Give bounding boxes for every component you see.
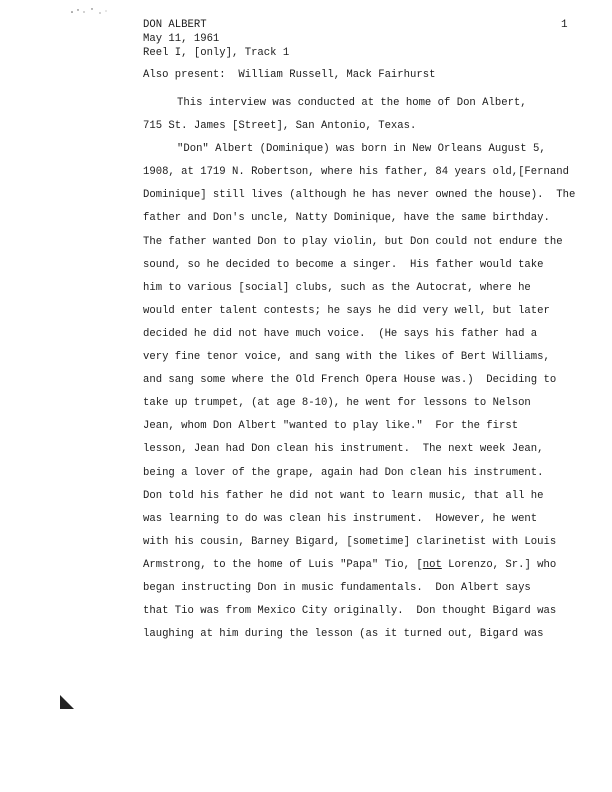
body-line-tail: Lorenzo, Sr.] who bbox=[441, 558, 557, 571]
body-line: father and Don's uncle, Natty Dominique, have the same birthday. bbox=[143, 212, 550, 225]
scan-specks bbox=[70, 6, 110, 18]
body-line: This interview was conducted at the home of Don Albert, bbox=[177, 97, 527, 109]
interview-date: May 11, 1961 bbox=[143, 33, 220, 45]
body-line: him to various [social] clubs, such as the Autocrat, where he bbox=[143, 281, 531, 294]
body-line: "Don" Albert (Dominique) was born in New Orleans August 5, bbox=[177, 143, 546, 156]
reel-track: Reel I, [only], Track 1 bbox=[143, 47, 290, 59]
body-line: began instructing Don in music fundamentals. Don Albert says bbox=[143, 581, 531, 594]
body-line: with his cousin, Barney Bigard, [sometime] clarinetist with Louis bbox=[143, 535, 557, 548]
interviewee-name: DON ALBERT bbox=[143, 19, 207, 31]
body-line: The father wanted Don to play violin, but Don could not endure the bbox=[143, 235, 563, 248]
also-present-line: Also present: William Russell, Mack Fairhurst bbox=[143, 69, 436, 81]
body-line: sound, so he decided to become a singer. His father would take bbox=[143, 258, 544, 271]
continuation-arrow-icon bbox=[58, 694, 76, 710]
page-number: 1 bbox=[561, 19, 568, 31]
transcript-body bbox=[143, 92, 598, 646]
body-line: very fine tenor voice, and sang with the likes of Bert Williams, bbox=[143, 351, 550, 364]
body-line: laughing at him during the lesson (as it turned out, Bigard was bbox=[143, 628, 544, 641]
body-line: Dominique] still lives (although he has never owned the house). The bbox=[143, 189, 576, 202]
body-line: take up trumpet, (at age 8-10), he went for lessons to Nelson bbox=[143, 397, 531, 410]
body-line: that Tio was from Mexico City originally. Don thought Bigard was bbox=[143, 605, 557, 618]
body-line: and sang some where the Old French Opera House was.) Deciding to bbox=[143, 374, 557, 387]
body-line: Don told his father he did not want to learn music, that all he bbox=[143, 489, 544, 502]
body-line: Jean, whom Don Albert "wanted to play like." For the first bbox=[143, 420, 519, 433]
body-line: was learning to do was clean his instrument. However, he went bbox=[143, 512, 538, 525]
body-line: being a lover of the grape, again had Don clean his instrument. bbox=[143, 466, 544, 479]
body-line: lesson, Jean had Don clean his instrument. The next week Jean, bbox=[143, 443, 544, 456]
body-line-with-underline bbox=[143, 554, 598, 577]
body-line: 1908, at 1719 N. Robertson, where his father, 84 years old,[Fernand bbox=[143, 166, 569, 179]
body-line: 715 St. James [Street], San Antonio, Texas. bbox=[143, 120, 417, 133]
body-line: decided he did not have much voice. (He says his father had a bbox=[143, 327, 538, 340]
underlined-word: not bbox=[422, 558, 442, 571]
body-line: would enter talent contests; he says he did very well, but later bbox=[143, 304, 550, 317]
body-line-head: Armstrong, to the home of Luis "Papa" Tio, [ bbox=[143, 558, 423, 571]
